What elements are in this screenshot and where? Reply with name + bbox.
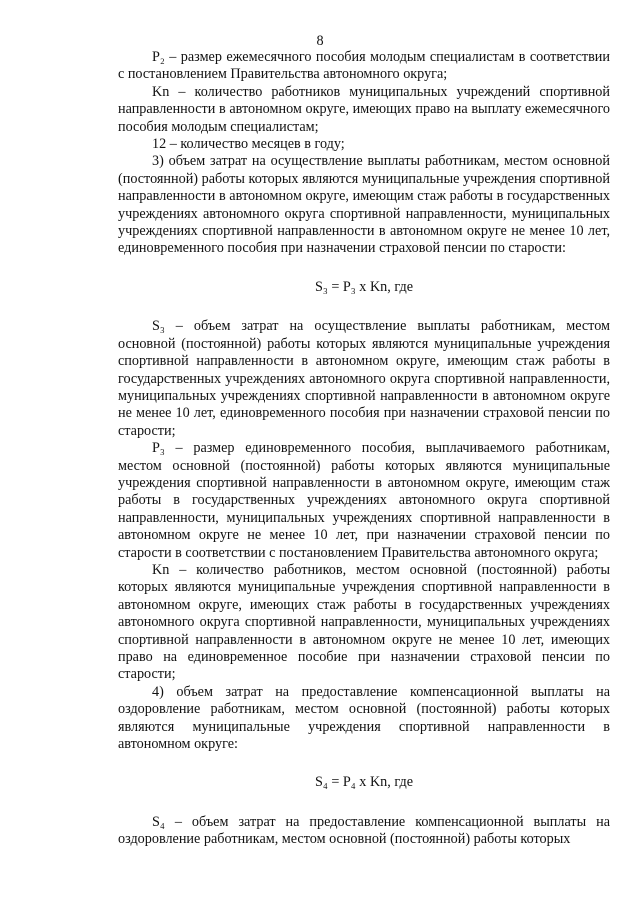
paragraph-kn-definition-2: Kn – количество работников, местом основной (постоянной) работы которых являются муниципальные учреждения спортивной направленности в автономном округе, имеющих стаж работы в государственных учреждениях автономного округа спортивной направленности, муниципальных учреждениях спортивной направленности в автономном округе не менее 10 лет, имеющих право на единовременное пособие при назначении страховой пенсии по старости; [118,561,610,683]
paragraph-s3-definition: S₃ – объем затрат на осуществление выплаты работникам, местом основной (постоянной) работы которых являются муниципальные учреждения спортивной направленности в автономном округе, имеющим стаж работы в государственных учреждениях автономного округа спортивной направленности, муниципальных учреждениях спортивной направленности в автономном округе не менее 10 лет, единовременного пособия при назначении страховой пенсии по старости; [118,318,610,439]
paragraph-s4-definition: S₄ – объем затрат на предоставление компенсационной выплаты на оздоровление работникам, местом основной (постоянной) работы которых [118,813,610,848]
formula-s4: S₄ = P₄ x Kn, где [314,774,414,791]
formula-s3: S₃ = P₃ x Kn, где [314,278,414,295]
paragraph-item-3: 3) объем затрат на осуществление выплаты работникам, местом основной (постоянной) работы которых являются муниципальные учреждения спортивной направленности в автономном округе, имеющим стаж работы в государственных учреждениях автономного округа спортивной направленности, муниципальных учреждениях спортивной направленности в автономном округе не менее 10 лет, единовременного пособия при назначении страховой пенсии по старости: [118,153,610,257]
paragraph-kn-definition: Kn – количество работников муниципальных учреждений спортивной направленности в автономном округе, имеющих право на выплату ежемесячного пособия молодым специалистам; [118,83,610,135]
paragraph-p2-definition: P₂ – размер ежемесячного пособия молодым специалистам в соответствии с постановлением Правительства автономного округа; [118,49,610,83]
paragraph-item-4: 4) объем затрат на предоставление компенсационной выплаты на оздоровление работникам, местом основной (постоянной) работы которых являются муниципальные учреждения спортивной направленности в автономном округе: [118,683,610,753]
paragraph-p3-definition: P₃ – размер единовременного пособия, выплачиваемого работникам, местом основной (постоянной) работы которых являются муниципальные учреждения спортивной направленности в автономном округе, имеющим стаж работы в государственных учреждениях автономного округа спортивной направленности, муниципальных учреждениях спортивной направленности в автономном округе не менее 10 лет, при назначении страховой пенсии по старости в соответствии с постановлением Правительства автономного округа; [118,440,610,561]
document-body [118,49,610,849]
page-number: 8 [316,33,324,49]
paragraph-months-definition: 12 – количество месяцев в году; [152,136,345,153]
